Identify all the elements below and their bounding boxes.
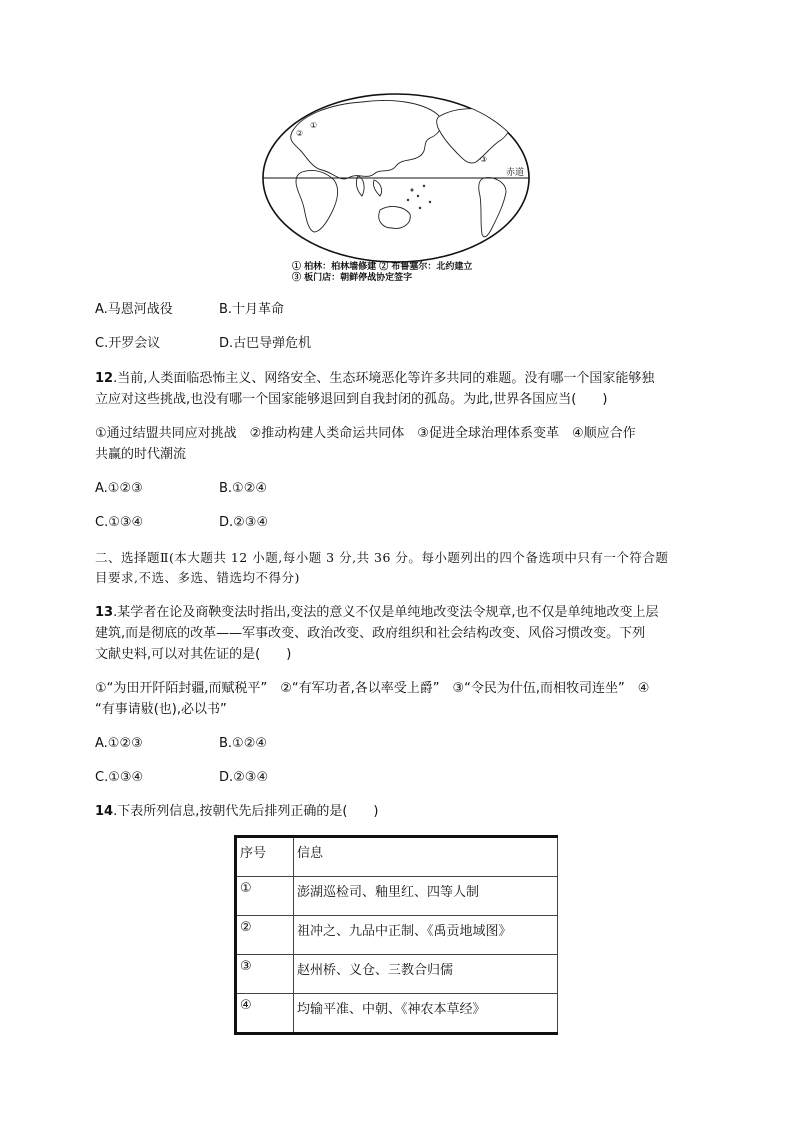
q13-stem-text-1: .某学者在论及商鞅变法时指出,变法的意义不仅是单纯地改变法令规章,也不仅是单纯地改变上层 bbox=[113, 605, 659, 620]
q14-stem-text: .下表所列信息,按朝代先后排列正确的是( ) bbox=[113, 804, 379, 819]
map-caption-line-1: ① 柏林：柏林墙修建 ② 布鲁塞尔：北约建立 bbox=[292, 262, 473, 272]
world-map bbox=[262, 92, 530, 282]
table-row bbox=[236, 994, 558, 1034]
marker-2: ② bbox=[296, 129, 304, 138]
section-2-heading-line-1: 二、选择题Ⅱ(本大题共 12 小题,每小题 3 分,共 36 分。每小题列出的四个备选项中只有一个符合题 bbox=[95, 550, 669, 565]
q13-number: 13 bbox=[95, 605, 114, 620]
q14-stem bbox=[95, 803, 379, 821]
q11-option-d[interactable]: D.古巴导弹危机 bbox=[219, 336, 312, 351]
row-info-cell: 祖冲之、九品中正制、《禹贡地域图》 bbox=[294, 916, 558, 955]
header-cell-number: 序号 bbox=[236, 837, 294, 877]
q12-stem-text-1: .当前,人类面临恐怖主义、网络安全、生态环境恶化等许多共同的难题。没有哪一个国家能够独 bbox=[113, 371, 655, 386]
q12-items-line-2: 共赢的时代潮流 bbox=[95, 447, 187, 462]
row-number-cell: ② bbox=[236, 916, 294, 955]
q12-option-c[interactable]: C.①③④ bbox=[95, 515, 144, 530]
q13-option-b[interactable]: B.①②④ bbox=[219, 736, 268, 751]
marker-1: ① bbox=[310, 121, 318, 130]
q14-info-table bbox=[234, 835, 558, 1035]
marker-3: ③ bbox=[480, 155, 488, 164]
q14-number: 14 bbox=[95, 804, 114, 819]
q13-option-d[interactable]: D.②③④ bbox=[219, 770, 269, 785]
table-header-row bbox=[236, 837, 558, 877]
q13-option-c[interactable]: C.①③④ bbox=[95, 770, 144, 785]
q13-items-line-1: ①“为田开阡陌封疆,而赋税平” ②“有军功者,各以率受上爵” ③“令民为什伍,而相牧司连坐” ④ bbox=[95, 681, 650, 696]
row-number-cell: ③ bbox=[236, 955, 294, 994]
world-map-figure bbox=[262, 92, 530, 282]
header-cell-info: 信息 bbox=[294, 837, 558, 877]
map-caption-line-2: ③ 板门店：朝鲜停战协定签字 bbox=[292, 273, 413, 283]
row-info-cell: 均输平准、中朝、《神农本草经》 bbox=[294, 994, 558, 1034]
q12-items-line-1: ①通过结盟共同应对挑战 ②推动构建人类命运共同体 ③促进全球治理体系变革 ④顺应合作 bbox=[95, 426, 636, 441]
table-row bbox=[236, 916, 558, 955]
table-row bbox=[236, 877, 558, 916]
row-number-cell: ④ bbox=[236, 994, 294, 1034]
q12-stem-line-1 bbox=[95, 370, 654, 388]
q13-items-line-2: “有事请敡(也),必以书” bbox=[95, 702, 227, 717]
row-info-cell: 赵州桥、义仓、三教合归儒 bbox=[294, 955, 558, 994]
q11-option-a[interactable]: A.马恩河战役 bbox=[95, 302, 173, 317]
q11-option-c[interactable]: C.开罗会议 bbox=[95, 336, 161, 351]
q12-option-d[interactable]: D.②③④ bbox=[219, 515, 269, 530]
q12-option-b[interactable]: B.①②④ bbox=[219, 481, 268, 496]
q13-stem-line-3: 文献史料,可以对其佐证的是( ) bbox=[95, 647, 292, 662]
row-number-cell: ① bbox=[236, 877, 294, 916]
row-info-cell: 澎湖巡检司、釉里红、四等人制 bbox=[294, 877, 558, 916]
q12-option-a[interactable]: A.①②③ bbox=[95, 481, 143, 496]
equator-label: 赤道 bbox=[506, 168, 525, 178]
q11-option-b[interactable]: B.十月革命 bbox=[219, 302, 285, 317]
q12-number: 12 bbox=[95, 371, 114, 386]
q13-option-a[interactable]: A.①②③ bbox=[95, 736, 143, 751]
q13-stem-line-1 bbox=[95, 604, 659, 622]
section-2-heading-line-2: 目要求,不选、多选、错选均不得分) bbox=[95, 570, 300, 585]
q12-stem-line-2: 立应对这些挑战,也没有哪一个国家能够退回到自我封闭的孤岛。为此,世界各国应当( ) bbox=[95, 392, 608, 407]
q13-stem-line-2: 建筑,而是彻底的改革——军事改变、政治改变、政府组织和社会结构改变、风俗习惯改变。下列 bbox=[95, 626, 646, 641]
table-row bbox=[236, 955, 558, 994]
